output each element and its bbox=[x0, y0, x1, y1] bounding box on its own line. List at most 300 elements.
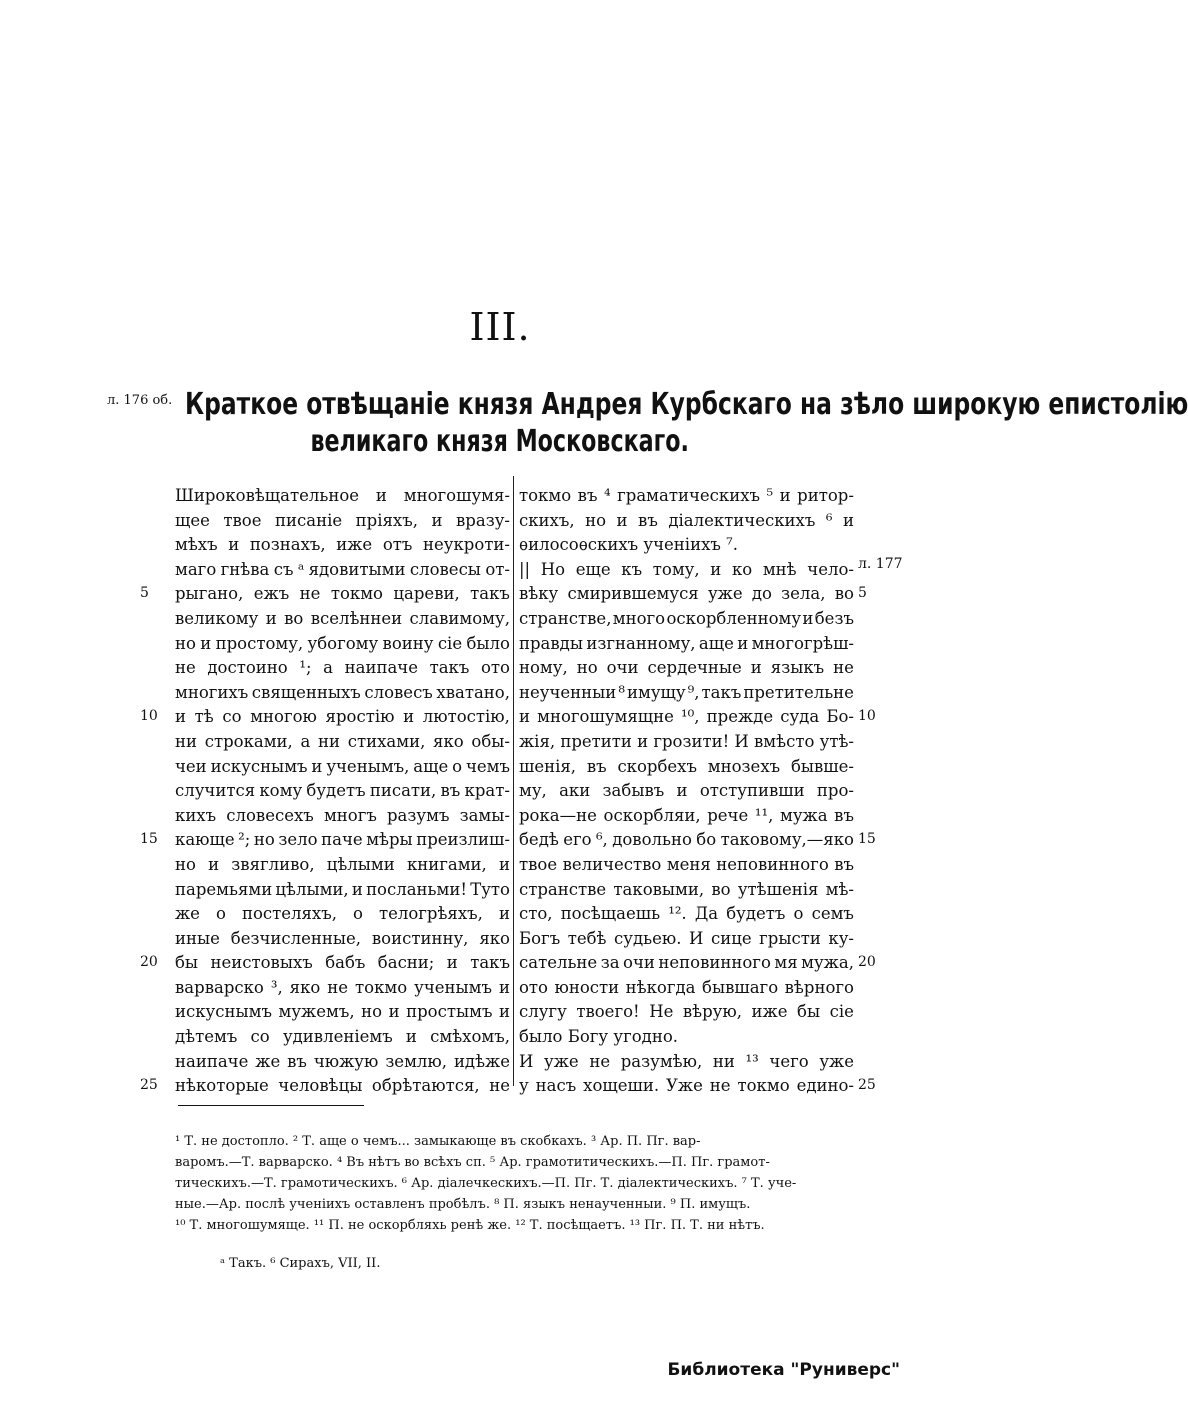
word: постеляхъ, bbox=[241, 904, 337, 924]
word: Бо- bbox=[826, 707, 854, 727]
word: ¹¹, bbox=[754, 805, 774, 825]
word: сіе bbox=[437, 633, 463, 653]
word: за bbox=[600, 953, 620, 973]
word: и bbox=[431, 510, 443, 530]
word: ⁵ bbox=[766, 486, 774, 505]
word: познахъ, bbox=[249, 535, 326, 555]
word: иже bbox=[751, 1002, 788, 1022]
text-line bbox=[519, 878, 854, 903]
word: безъ bbox=[814, 608, 854, 628]
word: басни; bbox=[377, 953, 435, 973]
word: съ bbox=[273, 559, 294, 579]
word: ⁶, bbox=[595, 830, 608, 850]
word: со bbox=[222, 707, 242, 727]
word: ни bbox=[712, 1051, 735, 1071]
word: ᵃ bbox=[297, 559, 305, 579]
word: и bbox=[446, 953, 458, 973]
word: уже bbox=[707, 584, 743, 604]
word: про- bbox=[816, 781, 854, 801]
word: и bbox=[405, 1027, 417, 1047]
word: въ bbox=[440, 781, 461, 801]
word: бывшаго bbox=[702, 977, 779, 997]
word: аще bbox=[413, 756, 449, 776]
word: таковому,—яко bbox=[720, 830, 854, 850]
word: неученныи bbox=[519, 682, 617, 702]
text-line bbox=[175, 779, 510, 804]
word: семъ bbox=[811, 904, 854, 924]
word: токмо bbox=[737, 1076, 790, 1096]
word: многъ bbox=[323, 805, 377, 825]
word: и bbox=[498, 904, 510, 924]
footnote-line: ¹ Т. не достопло. ² Т. аще о чемъ... замыкающе въ скобкахъ. ³ Ар. П. Пг. вар- bbox=[175, 1134, 701, 1149]
word: ни bbox=[318, 731, 341, 751]
word: было bbox=[466, 633, 510, 653]
word: бы bbox=[797, 1002, 821, 1022]
word: щее bbox=[175, 510, 210, 530]
word: мнозехъ bbox=[707, 756, 781, 776]
word: не bbox=[709, 1076, 731, 1096]
word: ²; bbox=[238, 830, 251, 850]
word: словесехъ bbox=[226, 805, 314, 825]
text-line bbox=[519, 632, 854, 657]
word: славимому, bbox=[409, 608, 510, 628]
word: цѣлыми, bbox=[275, 879, 349, 899]
text-line bbox=[175, 853, 510, 878]
word: яростію bbox=[325, 707, 395, 727]
text-line bbox=[175, 1050, 510, 1075]
word: но bbox=[175, 854, 196, 874]
word: судьею. bbox=[614, 928, 682, 948]
word: аки bbox=[559, 781, 591, 801]
word: забывъ bbox=[602, 781, 665, 801]
word: человѣцы bbox=[278, 1076, 363, 1096]
text-line bbox=[519, 558, 854, 583]
title-line-2: великаго князя Московскаго. bbox=[310, 424, 690, 459]
text-line bbox=[175, 582, 510, 607]
word: ко bbox=[731, 559, 753, 579]
text-line bbox=[175, 902, 510, 927]
word: гнѣва bbox=[220, 559, 270, 579]
word: и bbox=[375, 486, 387, 505]
word: вселѣннеи bbox=[310, 608, 403, 628]
word: не bbox=[299, 584, 321, 604]
word: и bbox=[710, 559, 722, 579]
word: оскорбляи, bbox=[603, 805, 701, 825]
word: и bbox=[779, 486, 791, 505]
line-number: 15 bbox=[858, 831, 876, 848]
word: скорбехъ bbox=[617, 756, 697, 776]
word: отъ bbox=[382, 535, 413, 555]
word: ядовитыми bbox=[308, 559, 406, 579]
word: ученымъ, bbox=[326, 756, 410, 776]
word: хощеши. bbox=[583, 1076, 660, 1096]
word: въ bbox=[834, 854, 854, 874]
text-line bbox=[519, 828, 854, 853]
text-line bbox=[175, 878, 510, 903]
word: изгнанному, bbox=[586, 633, 696, 653]
text-line bbox=[519, 1050, 854, 1075]
word: дѣтемъ bbox=[175, 1027, 238, 1047]
word: къ bbox=[621, 559, 643, 579]
word: яко bbox=[479, 928, 510, 948]
text-line bbox=[519, 951, 854, 976]
word: вѣку bbox=[519, 584, 559, 604]
word: величество bbox=[562, 854, 662, 874]
text-line bbox=[519, 976, 854, 1001]
text-line bbox=[519, 779, 854, 804]
word: тѣ bbox=[194, 707, 214, 727]
line-number: 10 bbox=[858, 708, 876, 725]
word: въ bbox=[577, 486, 598, 505]
word: бывше- bbox=[790, 756, 854, 776]
word: И bbox=[689, 928, 704, 948]
text-line bbox=[175, 705, 510, 730]
word: И bbox=[519, 1051, 534, 1071]
word: ¹; bbox=[299, 658, 312, 678]
word: чеи bbox=[175, 756, 207, 776]
word: имущу bbox=[627, 682, 686, 702]
word: смѣхомъ, bbox=[430, 1027, 510, 1047]
word: ежъ bbox=[253, 584, 290, 604]
margin-folio-ref: л. 176 об. bbox=[107, 393, 173, 408]
word: сто, bbox=[519, 904, 553, 924]
word: цѣлыми bbox=[326, 854, 395, 874]
word: и bbox=[200, 633, 212, 653]
column-divider bbox=[513, 476, 514, 1086]
word: замы- bbox=[459, 805, 510, 825]
word: уже bbox=[819, 1051, 854, 1071]
text-line bbox=[519, 1000, 854, 1025]
word: ку- bbox=[828, 928, 854, 948]
word: паче bbox=[321, 830, 363, 850]
text-line bbox=[175, 951, 510, 976]
word: граматическихъ bbox=[617, 486, 760, 505]
word: мѣ- bbox=[825, 879, 854, 899]
word: вѣрного bbox=[784, 977, 854, 997]
word: уже bbox=[544, 1051, 579, 1071]
word: неповинного bbox=[716, 854, 829, 874]
footnote-line: ные.—Ар. послѣ ученіихъ оставленъ пробѣлъ. ⁸ П. языкъ ненаученныи. ⁹ П. имущъ. bbox=[175, 1197, 751, 1212]
word: великому bbox=[175, 608, 259, 628]
word: ¹². bbox=[668, 904, 687, 924]
word: иже bbox=[336, 535, 373, 555]
word: рока—не bbox=[519, 805, 597, 825]
word: токмо bbox=[519, 486, 572, 505]
text-line bbox=[175, 730, 510, 755]
word: Не bbox=[649, 1002, 674, 1022]
word: и bbox=[228, 535, 240, 555]
word: таковыми, bbox=[613, 879, 705, 899]
word: мѣры bbox=[366, 830, 413, 850]
word: бабъ bbox=[325, 953, 366, 973]
text-line bbox=[175, 509, 510, 534]
word: чюжую bbox=[313, 1051, 379, 1071]
word: убогому bbox=[307, 633, 379, 653]
word: от- bbox=[485, 559, 510, 579]
word: бедѣ bbox=[519, 830, 559, 850]
text-line bbox=[519, 927, 854, 952]
word: будетъ bbox=[726, 904, 786, 924]
word: правды bbox=[519, 633, 583, 653]
word: скихъ, bbox=[519, 510, 575, 530]
word: неукроти- bbox=[422, 535, 510, 555]
word: а bbox=[323, 658, 333, 678]
word: цареви, bbox=[393, 584, 460, 604]
text-line bbox=[175, 484, 510, 509]
footnote-line: ¹⁰ Т. многошумяще. ¹¹ П. не оскорбляхь ренѣ же. ¹² Т. посѣщаетъ. ¹³ Пг. П. Т. ни нѣтъ. bbox=[175, 1218, 765, 1233]
word: шенія, bbox=[519, 756, 577, 776]
right-text-column bbox=[519, 484, 854, 1099]
word: ¹³ bbox=[745, 1051, 759, 1071]
text-line bbox=[519, 607, 854, 632]
word: и bbox=[351, 879, 363, 899]
word: Но bbox=[540, 559, 566, 579]
word: діалектическихъ bbox=[668, 510, 816, 530]
word: сердечные bbox=[647, 658, 742, 678]
word: разумъ bbox=[387, 805, 450, 825]
word: Да bbox=[694, 904, 719, 924]
word: утѣшенія bbox=[737, 879, 819, 899]
word: кому bbox=[259, 781, 303, 801]
text-line bbox=[175, 1074, 510, 1099]
word: не bbox=[489, 1076, 510, 1096]
word: и bbox=[676, 781, 688, 801]
text-line: ѳилосоѳскихъ ученіихъ ⁷. bbox=[519, 535, 738, 555]
text-line bbox=[519, 853, 854, 878]
word: обы- bbox=[471, 731, 510, 751]
word: посланьми! bbox=[366, 879, 467, 899]
word: же bbox=[255, 1051, 281, 1071]
word: и bbox=[498, 854, 510, 874]
line-number: 10 bbox=[140, 708, 158, 725]
library-stamp: Библиотека "Руниверс" bbox=[667, 1360, 900, 1380]
word: мужа bbox=[779, 805, 828, 825]
word: сательне bbox=[519, 953, 598, 973]
word: во bbox=[711, 879, 731, 899]
word: и bbox=[498, 977, 510, 997]
word: ⁴ bbox=[603, 486, 611, 505]
word: бо bbox=[696, 830, 717, 850]
word: очи bbox=[606, 658, 639, 678]
text-line bbox=[175, 607, 510, 632]
word: утѣ- bbox=[819, 731, 854, 751]
word: воину bbox=[382, 633, 434, 653]
text-line bbox=[175, 828, 510, 853]
word: чемъ bbox=[465, 756, 510, 776]
word: му, bbox=[519, 781, 547, 801]
word: нѣкоторые bbox=[175, 1076, 269, 1096]
text-line bbox=[519, 582, 854, 607]
word: ⁸ bbox=[618, 682, 625, 702]
word: и bbox=[737, 633, 749, 653]
word: И bbox=[734, 731, 749, 751]
word: грозити! bbox=[653, 731, 730, 751]
word: въ bbox=[638, 510, 658, 530]
word: яко bbox=[433, 731, 464, 751]
word: Уже bbox=[666, 1076, 703, 1096]
word: не bbox=[327, 977, 349, 997]
text-line bbox=[519, 484, 854, 509]
word: писати, bbox=[369, 781, 437, 801]
word: многихъ bbox=[175, 682, 249, 702]
word: грысти bbox=[759, 928, 821, 948]
word: сице bbox=[710, 928, 752, 948]
word: не bbox=[589, 1051, 611, 1071]
word: многогрѣш- bbox=[751, 633, 854, 653]
text-line: было Богу угодно. bbox=[519, 1027, 679, 1047]
word: но bbox=[361, 1002, 383, 1022]
word: ото bbox=[481, 658, 510, 678]
word: юности bbox=[554, 977, 620, 997]
word: наипаче bbox=[344, 658, 418, 678]
word: и bbox=[637, 731, 649, 751]
word: жія, bbox=[519, 731, 556, 751]
word: и bbox=[519, 707, 530, 727]
word: мнѣ bbox=[762, 559, 797, 579]
word: звягливо, bbox=[231, 854, 315, 874]
word: разумѣю, bbox=[620, 1051, 703, 1071]
word: очи bbox=[623, 953, 655, 973]
word: тому, bbox=[652, 559, 700, 579]
word: довольно bbox=[612, 830, 692, 850]
word: со bbox=[250, 1027, 270, 1047]
line-number: 15 bbox=[140, 831, 158, 848]
word: и bbox=[388, 1002, 400, 1022]
line-number: 5 bbox=[858, 585, 867, 602]
word: прежде bbox=[706, 707, 774, 727]
word: вразу- bbox=[456, 510, 510, 530]
title-line-1: Краткое отвѣщаніе князя Андрея Курбскаго на зѣло широкую епистолію bbox=[185, 387, 1188, 422]
word: о bbox=[215, 904, 226, 924]
text-line bbox=[175, 804, 510, 829]
word: вмѣсто bbox=[754, 731, 815, 751]
text-line bbox=[519, 755, 854, 780]
word: но bbox=[585, 510, 607, 530]
text-line bbox=[519, 730, 854, 755]
word: рыгано, bbox=[175, 584, 244, 604]
line-number: 25 bbox=[858, 1077, 876, 1094]
line-number: 5 bbox=[140, 585, 149, 602]
word: преизлиш- bbox=[416, 830, 510, 850]
text-line bbox=[519, 656, 854, 681]
text-line bbox=[519, 1074, 854, 1099]
footnotes bbox=[175, 1131, 851, 1236]
word: твоего! bbox=[576, 1002, 640, 1022]
text-line bbox=[175, 533, 510, 558]
word: и bbox=[208, 854, 220, 874]
text-line bbox=[175, 681, 510, 706]
word: не bbox=[175, 658, 196, 678]
word: и bbox=[403, 707, 415, 727]
word: варварско bbox=[175, 977, 264, 997]
word: слугу bbox=[519, 1002, 567, 1022]
word: его bbox=[563, 830, 592, 850]
word: и bbox=[842, 510, 854, 530]
word: стихами, bbox=[347, 731, 426, 751]
word: телогрѣяхъ, bbox=[378, 904, 483, 924]
word: претити bbox=[560, 731, 632, 751]
word: обрѣтаются, bbox=[371, 1076, 480, 1096]
word: о bbox=[353, 904, 363, 924]
word: тебѣ bbox=[567, 928, 607, 948]
word: ритор- bbox=[797, 486, 854, 505]
text-line bbox=[175, 1000, 510, 1025]
word: неистовыхъ bbox=[210, 953, 313, 973]
text-line bbox=[175, 1025, 510, 1050]
word: такъ bbox=[470, 584, 510, 604]
word: нѣкогда bbox=[625, 977, 696, 997]
word: многошумящне bbox=[537, 707, 674, 727]
word: сіе bbox=[829, 1002, 854, 1022]
line-number: 25 bbox=[140, 1077, 158, 1094]
word: воистинну, bbox=[371, 928, 469, 948]
word: вѣрую, bbox=[682, 1002, 742, 1022]
word: крат- bbox=[464, 781, 510, 801]
word: много bbox=[612, 608, 666, 628]
word: такъ bbox=[429, 658, 470, 678]
text-line bbox=[175, 656, 510, 681]
word: языкъ bbox=[770, 658, 825, 678]
word: ³, bbox=[270, 977, 283, 997]
word: твое bbox=[223, 510, 262, 530]
word: ото bbox=[519, 977, 548, 997]
word: но bbox=[253, 830, 275, 850]
line-number: 20 bbox=[140, 954, 158, 971]
text-line bbox=[175, 927, 510, 952]
text-line bbox=[175, 558, 510, 583]
word: кихъ bbox=[175, 805, 217, 825]
footnote-line: варомъ.—Т. варварско. ⁴ Въ нѣтъ во всѣхъ сп. ⁵ Ар. грамотитическихъ.—П. Пг. грамот- bbox=[175, 1155, 770, 1170]
word: Богъ bbox=[519, 928, 561, 948]
word: священныхъ bbox=[251, 682, 361, 702]
word: чело- bbox=[807, 559, 854, 579]
text-line bbox=[175, 632, 510, 657]
word: яко bbox=[289, 977, 321, 997]
word: зело bbox=[278, 830, 318, 850]
word: лютостію, bbox=[422, 707, 510, 727]
text-line bbox=[519, 509, 854, 534]
word: такъ bbox=[701, 682, 742, 702]
word: безчисленные, bbox=[230, 928, 362, 948]
right-margin-folio-ref: л. 177 bbox=[858, 556, 903, 572]
word: удивленіемъ bbox=[282, 1027, 393, 1047]
word: у bbox=[519, 1076, 529, 1096]
word: и bbox=[802, 608, 814, 628]
word: же bbox=[175, 904, 200, 924]
text-line bbox=[519, 705, 854, 730]
word: чего bbox=[769, 1051, 809, 1071]
word: насъ bbox=[535, 1076, 577, 1096]
text-line bbox=[519, 681, 854, 706]
word: и bbox=[750, 658, 762, 678]
word: въ bbox=[586, 756, 607, 776]
word: и bbox=[498, 1002, 510, 1022]
word: аще bbox=[698, 633, 734, 653]
word: и bbox=[265, 608, 277, 628]
text-line bbox=[519, 804, 854, 829]
word: и bbox=[311, 756, 323, 776]
word: токмо bbox=[355, 977, 408, 997]
word: словесъ bbox=[364, 682, 433, 702]
word: мя bbox=[774, 953, 798, 973]
word: но bbox=[175, 633, 196, 653]
word: оскорбленному bbox=[666, 608, 802, 628]
word: будетъ bbox=[306, 781, 366, 801]
word: посѣщаешь bbox=[560, 904, 661, 924]
word: хватано, bbox=[436, 682, 510, 702]
word: въ bbox=[287, 1051, 307, 1071]
word: не bbox=[833, 658, 854, 678]
